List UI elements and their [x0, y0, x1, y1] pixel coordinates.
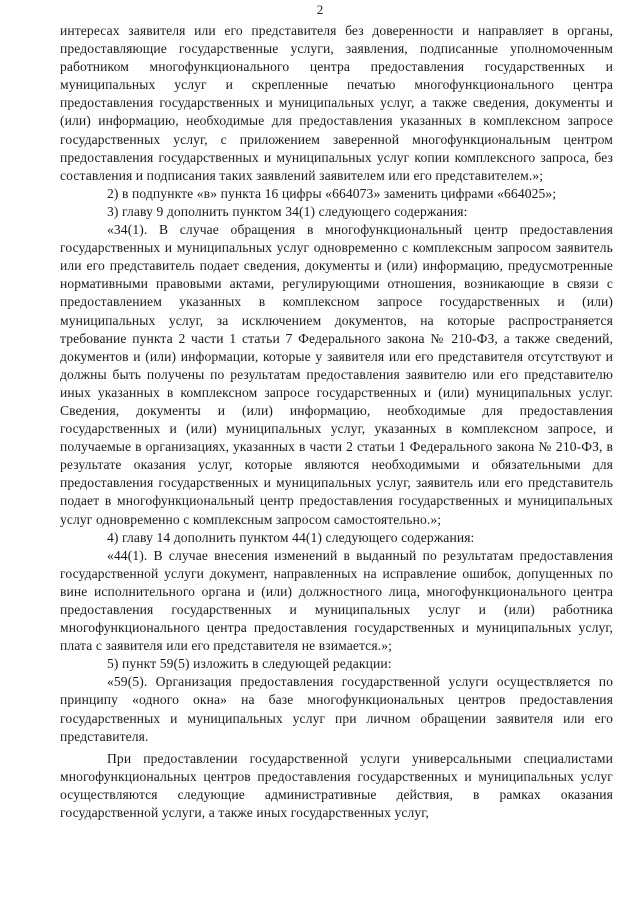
paragraph-item-5: 5) пункт 59(5) изложить в следующей редакции:	[107, 656, 392, 672]
paragraph-item-4: 4) главу 14 дополнить пунктом 44(1) следующего содержания:	[107, 529, 475, 545]
paragraph-clause-34-1: «34(1). В случае обращения в многофункциональный центр предоставления государственных и муниципальных услуг одновременно с комплексным запросом заявитель или его представитель подает сведения, документы и (или) информацию, предусмотренные нормативными правовыми актами, регулирующими отношения, возникающие в связи с предоставлением указанных в комплексном запросе государственных и (или) муниципальных услуг, за исключением документов, на которые распространяется требование пункта 2 части 1 статьи 7 Федерального закона № 210-ФЗ, а также сведений, документов и (или) информации, которые у заявителя или его представителя отсутствуют и должны быть получены по результатам предоставления заявителю или его представителю иных указанных в комплексном запросе государственных и (или) муниципальных услуг. Сведения, документы и (или) информацию, необходимые для предоставления государственных и (или) муниципальных услуг, указанных в комплексном запросе, и получаемые в организациях, указанных в части 2 статьи 1 Федерального закона № 210-ФЗ, в результате оказания услуг, которые являются необходимыми и обязательными для предоставления государственных и муниципальных услуг, заявитель или его представитель подает в многофункциональный центр предоставления государственных и муниципальных услуг одновременно с комплексным запросом самостоятельно.»;	[60, 222, 613, 527]
paragraph-clause-44-1: «44(1). В случае внесения изменений в выданный по результатам предоставления государственной услуги документ, направленных на исправление ошибок, допущенных по вине исполнительного органа и (или) должностного лица, многофункционального центра предоставления государственных и муниципальных услуг и (или) работника многофункционального центра предоставления государственных и муниципальных услуг, плата с заявителя или его представителя не взимается.»;	[60, 547, 613, 654]
paragraph-clause-59-5: «59(5). Организация предоставления государственной услуги осуществляется по принципу «одного окна» на базе многофункциональных центров предоставления государственных и муниципальных услуг при личном обращении заявителя или его представителя.	[60, 674, 613, 744]
paragraph-item-2: 2) в подпункте «в» пункта 16 цифры «664073» заменить цифрами «664025»;	[107, 185, 557, 201]
paragraph-continuation: интересах заявителя или его представителя без доверенности и направляет в органы, предоставляющие государственные услуги, заявления, подписанные уполномоченным работником многофункционального центра предоставления государственных и муниципальных услуг и скрепленные печатью многофункционального центра предоставления государственных и муниципальных услуг, а также сведения, документы и (или) информацию, необходимые для предоставления указанных в комплексном запросе государственных услуг, с приложением заверенной многофункциональным центром предоставления государственных и муниципальных услуг копии комплексного запроса, без составления и подписания таких заявлений заявителем или его представителем.»;	[60, 23, 613, 183]
paragraph-item-3: 3) главу 9 дополнить пунктом 34(1) следующего содержания:	[107, 203, 468, 219]
paragraph-administrative-actions: При предоставлении государственной услуги универсальными специалистами многофункциональных центров предоставления государственных и муниципальных услуг осуществляются следующие административные действия, в рамках оказания государственной услуги, а также иных государственных услуг,	[60, 750, 613, 821]
document-body	[60, 22, 613, 822]
page-number: 2	[316, 2, 324, 17]
